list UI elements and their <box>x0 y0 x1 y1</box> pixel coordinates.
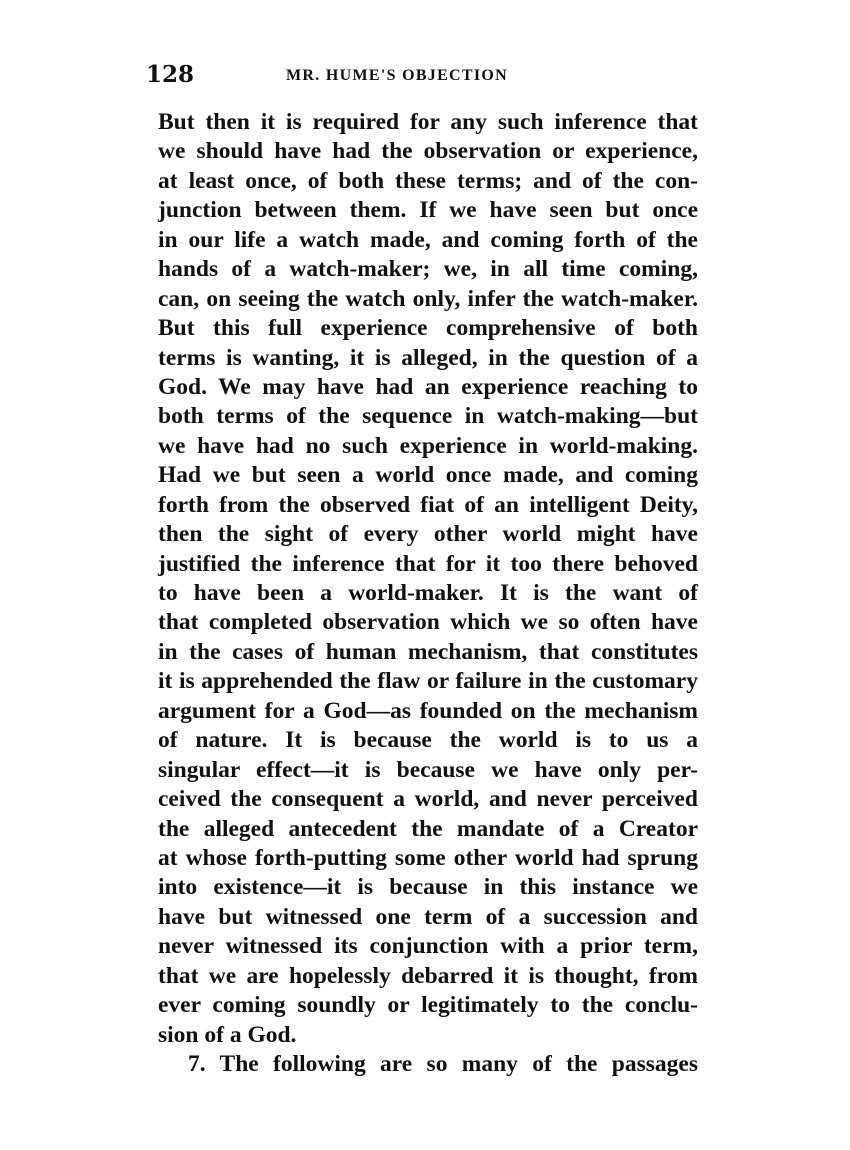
text-line: But then it is required for any such inference that <box>158 109 698 135</box>
text-line: forth from the observed fiat of an intelligent Deity, <box>158 491 698 518</box>
text-line: justified the inference that for it too there behoved <box>158 550 698 577</box>
text-line: singular effect—it is because we have only per- <box>158 756 698 783</box>
text-line: God. We may have had an experience reaching to <box>158 373 698 400</box>
text-line: argument for a God—as founded on the mechanism <box>158 697 698 724</box>
running-head: MR. HUME'S OBJECTION <box>286 67 509 84</box>
text-line: at least once, of both these terms; and of the con- <box>158 167 698 194</box>
text-line: junction between them. If we have seen but once <box>158 197 698 224</box>
text-line: both terms of the sequence in watch-making—but <box>158 403 698 430</box>
text-line: that completed observation which we so often have <box>158 609 698 636</box>
text-line: we have had no such experience in world-making. <box>158 432 698 459</box>
text-line: can, on seeing the watch only, infer the watch-maker. <box>158 285 698 312</box>
text-line: it is apprehended the flaw or failure in the customary <box>158 668 698 695</box>
page-number: 128 <box>146 61 195 88</box>
paragraph-end-line: sion of a God. <box>158 1021 297 1048</box>
text-line: ceived the consequent a world, and never perceived <box>158 786 698 813</box>
text-line: at whose forth-putting some other world had sprung <box>158 844 698 871</box>
text-line: in our life a watch made, and coming forth of the <box>158 226 698 253</box>
text-line: we should have had the observation or experience, <box>158 138 698 165</box>
text-line: then the sight of every other world might have <box>158 521 698 548</box>
text-line: that we are hopelessly debarred it is thought, from <box>158 962 698 989</box>
text-line: to have been a world-maker. It is the want of <box>158 580 698 606</box>
text-line: into existence—it is because in this instance we <box>158 874 698 901</box>
text-line: hands of a watch-maker; we, in all time coming, <box>158 256 698 283</box>
body-text <box>158 108 698 1079</box>
text-line: in the cases of human mechanism, that constitutes <box>158 638 698 665</box>
page-header <box>146 62 566 92</box>
text-line: Had we but seen a world once made, and coming <box>158 462 698 489</box>
text-line: never witnessed its conjunction with a prior term, <box>158 933 698 960</box>
text-line: But this full experience comprehensive of both <box>158 315 698 342</box>
text-line: of nature. It is because the world is to us a <box>158 727 698 754</box>
text-line: terms is wanting, it is alleged, in the question of a <box>158 344 698 371</box>
text-line: the alleged antecedent the mandate of a Creator <box>158 815 698 842</box>
section-start-line: 7. The following are so many of the passages <box>188 1051 698 1077</box>
text-line: have but witnessed one term of a succession and <box>158 903 698 930</box>
text-line: ever coming soundly or legitimately to the conclu- <box>158 992 698 1019</box>
